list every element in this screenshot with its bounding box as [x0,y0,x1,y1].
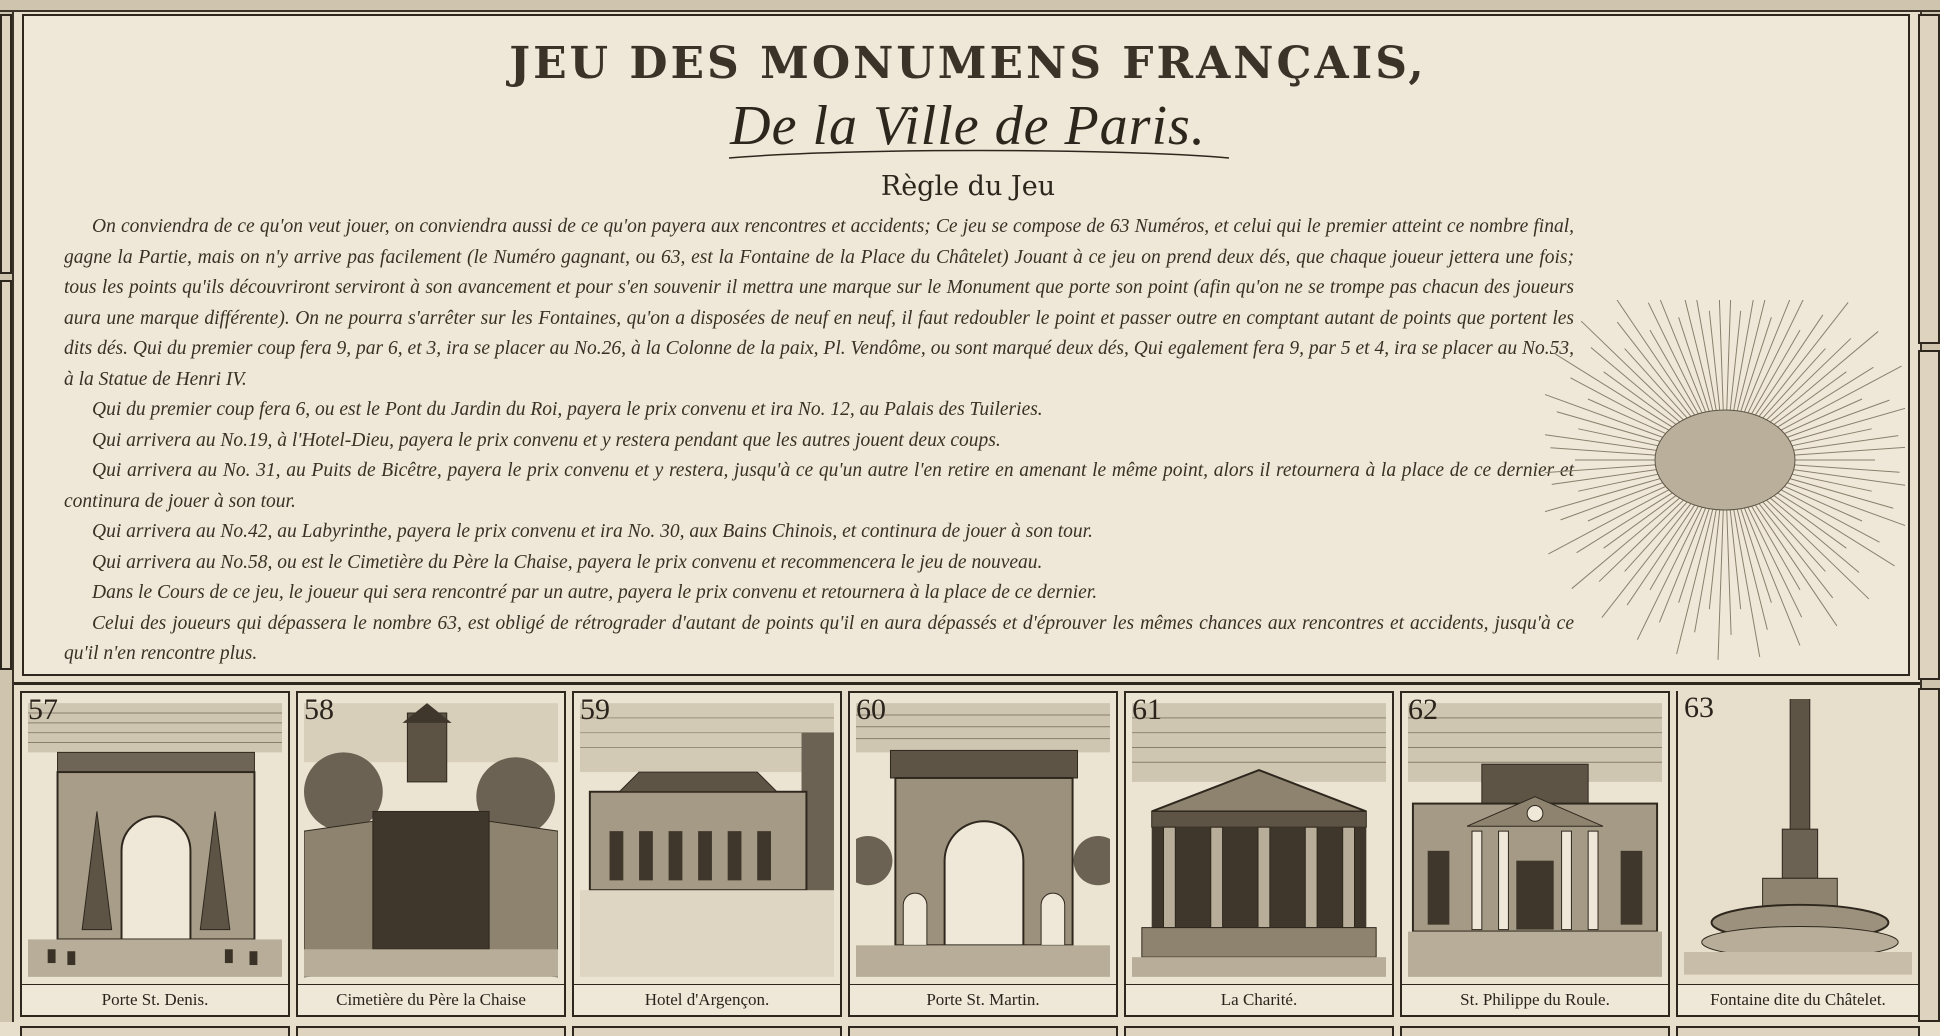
square-62[interactable] [1400,691,1670,1017]
square-61[interactable] [1124,691,1394,1017]
adjacent-square-left [0,280,12,670]
mansion-icon [580,701,834,979]
square-label: Fontaine dite du Châtelet. [1678,984,1918,1015]
square-label: Cimetière du Père la Chaise [298,984,564,1015]
rule-paragraph: Qui arrivera au No. 31, au Puits de Bicêtre, payera le prix convenu et y restera, jusqu'à ce qu'un autre l'en retire en amenant le même point, alors il retournera à la place de ce dernier et continura de jouer à son tour. [64,460,1574,512]
square-57[interactable] [20,691,290,1017]
church-icon [1408,701,1662,979]
cemetery-icon [304,701,558,979]
square-label: Hotel d'Argençon. [574,984,840,1015]
board-border-top [0,0,1940,12]
rules-body [64,212,1574,670]
page-title: JEU DES MONUMENS FRANÇAIS, [509,38,1427,89]
rule-paragraph: Qui arrivera au No.58, ou est le Cimetière du Père la Chaise, payera le prix convenu et recommencera le jeu de nouveau. [92,551,1043,573]
adjacent-square-right [1918,14,1940,344]
square-label: St. Philippe du Roule. [1402,984,1668,1015]
rule-paragraph: Qui arrivera au No.42, au Labyrinthe, payera le prix convenu et ira No. 30, aux Bains Chinois, et continura de jouer à son tour. [92,521,1093,542]
square-label: Porte St. Denis. [22,984,288,1015]
rule-paragraph: Celui des joueurs qui dépassera le nombre 63, est obligé de rétrograder d'autant de points qu'il en aura dépassés et d'éprouver les mêmes chances aux rencontres et accidents, jusqu'à ce qu'il n'en rencontre plus. [64,612,1574,664]
rule-paragraph: Dans le Cours de ce jeu, le joueur qui sera rencontré par un autre, payera le prix convenu et retournera à la place de ce dernier. [92,582,1098,603]
temple-icon [1132,701,1386,979]
square-number: 58 [304,693,334,726]
arch-gate-icon [856,701,1110,979]
rule-paragraph: Qui du premier coup fera 6, ou est le Pont du Jardin du Roi, payera le prix convenu et ira No. 12, au Palais des Tuileries. [92,399,1043,420]
next-squares-row [14,1024,1920,1036]
adjacent-square-left [0,14,12,274]
square-58[interactable] [296,691,566,1017]
rule-paragraph: Qui arrivera au No.19, à l'Hotel-Dieu, payera le prix convenu et y restera pendant que les autres jouent deux coups. [92,429,1001,451]
adjacent-square-right [1918,350,1940,680]
adjacent-square-right [1918,688,1940,1022]
arch-gate-icon [28,701,282,979]
square-number: 61 [1132,693,1162,726]
square-label: La Charité. [1126,984,1392,1015]
square-63[interactable] [1676,691,1920,1017]
square-59[interactable] [572,691,842,1017]
square-number: 59 [580,693,610,726]
square-number: 63 [1684,691,1714,724]
fountain-column-icon [1684,699,1912,977]
flourish-icon [724,146,1234,164]
square-label: Porte St. Martin. [850,984,1116,1015]
square-number: 62 [1408,693,1438,726]
square-number: 57 [28,693,58,726]
page-subtitle: De la Ville de Paris. [730,95,1206,157]
square-60[interactable] [848,691,1118,1017]
rule-paragraph: On conviendra de ce qu'on veut jouer, on conviendra aussi de ce qu'on payera aux rencontres et accidents; Ce jeu se compose de 63 Numéros, et celui qui le premier atteint ce nombre final, gagne la Partie, mais on n'y arrive pas facilement (le Numéro gagnant, ou 63, est la Fontaine de la Place du Châtelet) Jouant à ce jeu on prend deux dés, que chaque joueur jettera une fois; tous les points qu'ils découvriront serviront à son avancement et pour s'en souvenir il mettra une marque sur le Monument que porte son point (afin qu'on ne se trompe pas chacun des joueurs aura une marque différente). On ne pourra s'arrêter sur les Fontaines, qu'on a disposées de neuf en neuf, il faut redoubler le point et passer outre en comptant autant de points que portent les dits dés. Qui du premier coup fera 9, par 6, et 3, ira se placer au No.26, à la Colonne de la paix, Pl. Vendôme, ou sont marqué deux dés, Qui egalement fera 9, par 5 et 4, ira se placer au No.53, à la Statue de Henri IV. [64,216,1574,390]
rules-heading: Règle du Jeu [880,171,1056,202]
square-number: 60 [856,693,886,726]
squares-row [14,682,1920,1025]
